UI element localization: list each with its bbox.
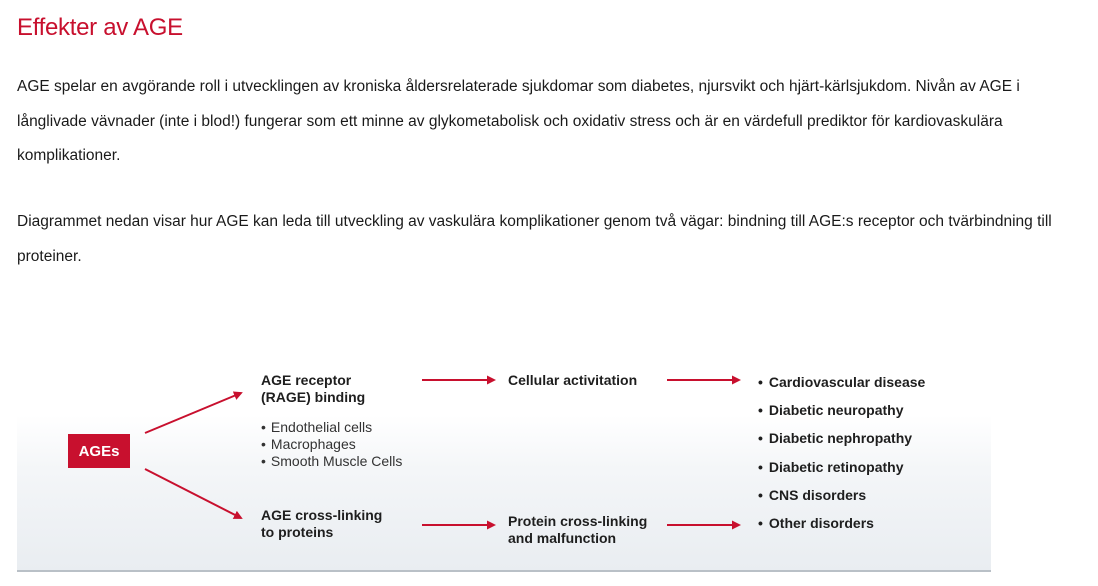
cell-type-item: • Macrophages bbox=[261, 436, 402, 453]
outcome-item: • CNS disorders bbox=[758, 485, 925, 513]
page-heading: Effekter av AGE bbox=[17, 14, 183, 41]
ages-box: AGEs bbox=[68, 434, 130, 468]
cell-type-item: • Smooth Muscle Cells bbox=[261, 453, 402, 470]
outcome-item: • Diabetic neuropathy bbox=[758, 400, 925, 428]
age-pathway-diagram bbox=[17, 360, 991, 572]
cell-type-item: • Endothelial cells bbox=[261, 419, 402, 436]
outcome-item: • Diabetic nephropathy bbox=[758, 428, 925, 456]
arrow-ages-to-receptor bbox=[145, 393, 241, 433]
outcome-item: • Diabetic retinopathy bbox=[758, 457, 925, 485]
receptor-binding-label: AGE receptor (RAGE) binding bbox=[261, 372, 366, 405]
outcome-item: • Cardiovascular disease bbox=[758, 372, 925, 400]
outcome-item: • Other disorders bbox=[758, 513, 925, 541]
protein-malfunction-label: Protein cross-linking and malfunction bbox=[508, 513, 648, 546]
cross-linking-label: AGE cross-linking to proteins bbox=[261, 507, 383, 540]
intro-paragraph: AGE spelar en avgörande roll i utvecklingen av kroniska åldersrelaterade sjukdomar som diabetes, njursvikt och hjärt-kärlsjukdom. Nivån av AGE i långlivade vävnader (inte i blod!) fungerar som ett minne av glykometabolisk och oxidativ stress och är en värdefull prediktor för kardiovaskulära komplikationer. bbox=[17, 78, 1020, 164]
outcome-list bbox=[758, 372, 925, 541]
cell-type-list bbox=[261, 419, 402, 470]
diagram-description-paragraph: Diagrammet nedan visar hur AGE kan leda till utveckling av vaskulära komplikationer genom två vägar: bindning till AGE:s receptor och tvärbindning till proteiner. bbox=[17, 213, 1052, 265]
arrow-ages-to-crosslinking bbox=[145, 469, 241, 518]
cellular-activation-label: Cellular activitation bbox=[508, 372, 638, 388]
